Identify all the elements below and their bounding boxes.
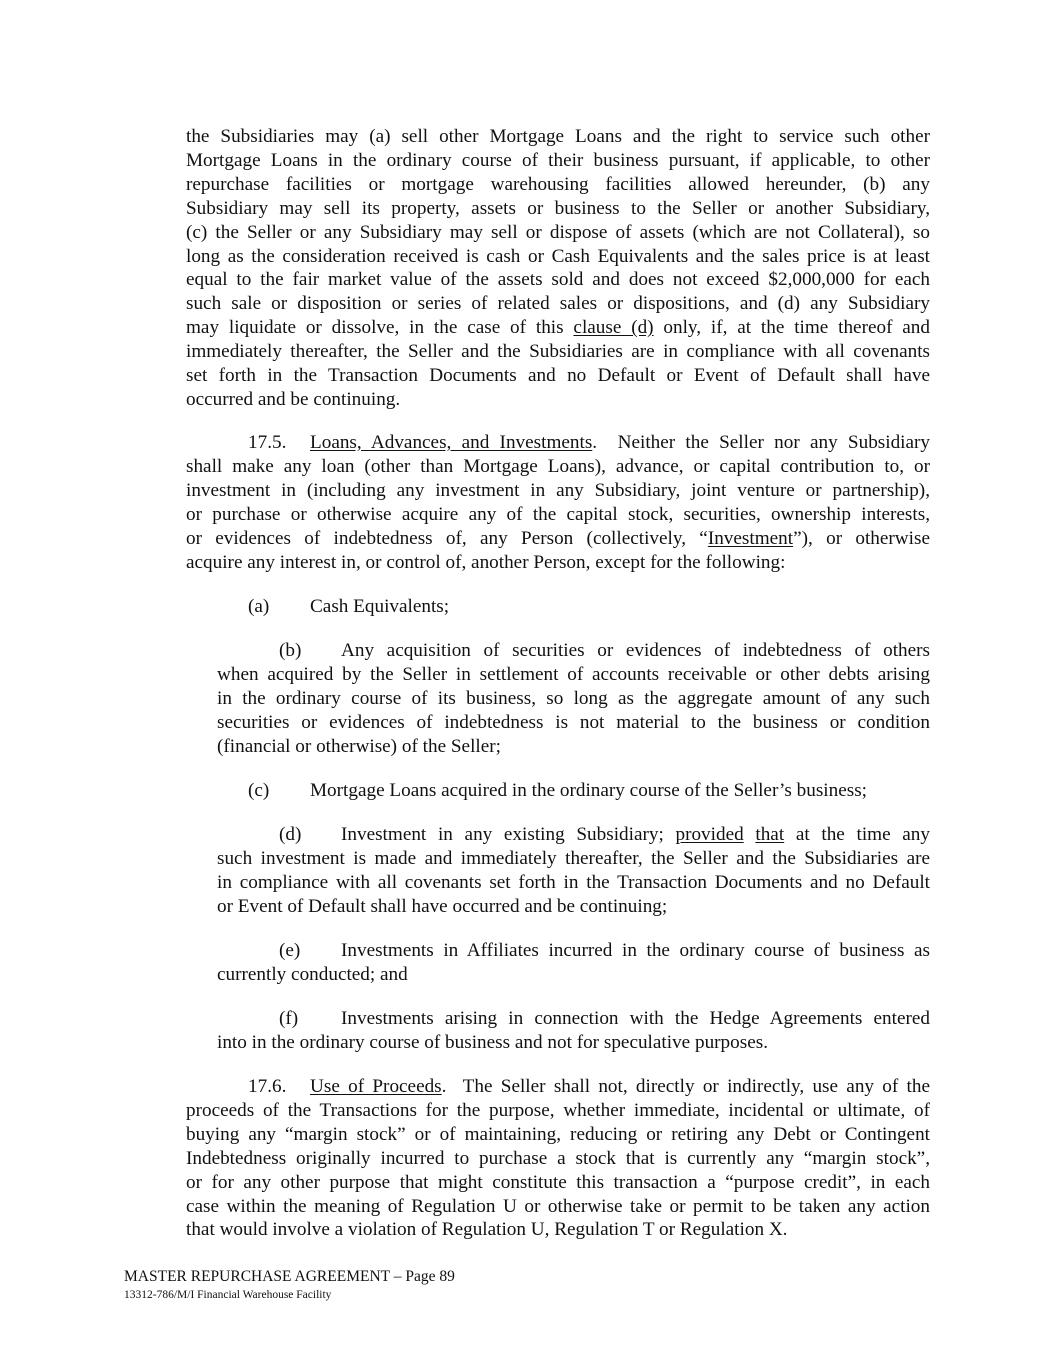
text-line: (e) Investments in Affiliates incurred in the ordinary course of business as bbox=[279, 940, 930, 961]
text-line: case within the meaning of Regulation U or otherwise take or permit to be taken any action bbox=[186, 1195, 930, 1217]
section-number: 17.6. bbox=[248, 1076, 287, 1097]
underlined-term: Investment bbox=[707, 527, 794, 549]
text-line: proceeds of the Transactions for the purpose, whether immediate, incidental or ultimate, of bbox=[186, 1099, 930, 1121]
text-line: such sale or disposition or series of related sales or dispositions, and (d) any Subsidiary bbox=[186, 293, 930, 315]
text-line: (b) Any acquisition of securities or evidences of indebtedness of others bbox=[279, 640, 930, 661]
text-line: shall make any loan (other than Mortgage Loans), advance, or capital contribution to, or bbox=[186, 455, 930, 477]
underlined-term: that bbox=[755, 824, 785, 845]
section-17-6 bbox=[186, 1075, 930, 1242]
text-line: buying any “margin stock” or of maintaining, reducing or retiring any Debt or Contingent bbox=[186, 1123, 930, 1145]
text-line: (a) Cash Equivalents; bbox=[248, 596, 450, 617]
text-line: investment in (including any investment in any Subsidiary, joint venture or partnership), bbox=[186, 479, 930, 501]
item-label: (a) bbox=[248, 596, 270, 617]
text-line: 17.6. Use of Proceeds. The Seller shall not, directly or indirectly, use any of the bbox=[248, 1076, 930, 1097]
text-line: immediately thereafter, the Seller and the Subsidiaries are in compliance with all covenants bbox=[186, 341, 930, 363]
text-line: 17.5. Loans, Advances, and Investments. Neither the Seller nor any Subsidiary bbox=[248, 432, 931, 453]
underlined-term: clause (d) bbox=[573, 317, 654, 339]
item-label: (f) bbox=[279, 1008, 299, 1029]
item-d bbox=[217, 823, 930, 919]
text-line: or evidences of indebtedness of, any Person (collectively, “Investment”), or otherwise bbox=[186, 527, 930, 549]
text-line: Indebtedness originally incurred to purchase a stock that is currently any “margin stock”, bbox=[186, 1147, 930, 1169]
footer-title: MASTER REPURCHASE AGREEMENT – Page 89 bbox=[124, 1268, 455, 1285]
underlined-term: provided bbox=[675, 824, 744, 845]
text-line: acquire any interest in, or control of, another Person, except for the following: bbox=[186, 551, 786, 573]
text-line: repurchase facilities or mortgage warehousing facilities allowed hereunder, (b) any bbox=[186, 173, 930, 195]
text-line: occurred and be continuing. bbox=[186, 388, 401, 410]
text-line: (d) Investment in any existing Subsidiary; provided that at the time any bbox=[279, 824, 930, 845]
item-a bbox=[186, 595, 930, 619]
text-line: or purchase or otherwise acquire any of the capital stock, securities, ownership interests, bbox=[186, 503, 930, 525]
text-line: or for any other purpose that might constitute this transaction a “purpose credit”, in each bbox=[186, 1171, 930, 1193]
item-c bbox=[186, 779, 930, 803]
text-line: (c) the Seller or any Subsidiary may sell or dispose of assets (which are not Collateral), so bbox=[186, 221, 930, 243]
text-line: into in the ordinary course of business and not for speculative purposes. bbox=[217, 1031, 768, 1053]
text-line: the Subsidiaries may (a) sell other Mortgage Loans and the right to service such other bbox=[186, 126, 930, 147]
item-label: (b) bbox=[279, 640, 302, 661]
item-f bbox=[217, 1007, 930, 1055]
text-line: or Event of Default shall have occurred and be continuing; bbox=[217, 895, 668, 917]
text-line: equal to the fair market value of the assets sold and does not exceed $2,000,000 for each bbox=[186, 269, 930, 291]
text-line: currently conducted; and bbox=[217, 963, 408, 985]
text-line: Mortgage Loans in the ordinary course of their business pursuant, if applicable, to other bbox=[186, 149, 930, 171]
text-line: that would involve a violation of Regulation U, Regulation T or Regulation X. bbox=[186, 1219, 788, 1241]
text-line: may liquidate or dissolve, in the case of this clause (d) only, if, at the time thereof and bbox=[186, 317, 930, 339]
item-label: (c) bbox=[248, 780, 270, 801]
text-line: long as the consideration received is cash or Cash Equivalents and the sales price is at least bbox=[186, 245, 930, 267]
item-b bbox=[217, 639, 930, 759]
text-line: (c) Mortgage Loans acquired in the ordinary course of the Seller’s business; bbox=[248, 780, 867, 801]
item-label: (e) bbox=[279, 940, 301, 961]
text-line: when acquired by the Seller in settlement of accounts receivable or other debts arising bbox=[217, 663, 930, 685]
item-e bbox=[217, 939, 930, 987]
section-17-5 bbox=[186, 431, 930, 574]
text-line: (f) Investments arising in connection with the Hedge Agreements entered bbox=[279, 1008, 930, 1029]
section-heading: Use of Proceeds bbox=[310, 1076, 442, 1097]
paragraph-continuation bbox=[186, 125, 930, 412]
text-line: in the ordinary course of its business, so long as the aggregate amount of any such bbox=[217, 687, 930, 709]
footer-doc-id: 13312-786/M/I Financial Warehouse Facility bbox=[124, 1289, 332, 1301]
text-line: Subsidiary may sell its property, assets or business to the Seller or another Subsidiary, bbox=[186, 197, 930, 219]
item-label: (d) bbox=[279, 824, 302, 845]
text-line: securities or evidences of indebtedness is not material to the business or condition bbox=[217, 711, 930, 733]
text-line: (financial or otherwise) of the Seller; bbox=[217, 735, 501, 757]
section-heading: Loans, Advances, and Investments bbox=[310, 432, 593, 453]
text-line: such investment is made and immediately thereafter, the Seller and the Subsidiaries are bbox=[217, 847, 930, 869]
section-number: 17.5. bbox=[248, 432, 287, 453]
text-line: in compliance with all covenants set forth in the Transaction Documents and no Default bbox=[217, 871, 930, 893]
text-line: set forth in the Transaction Documents and no Default or Event of Default shall have bbox=[186, 365, 930, 387]
